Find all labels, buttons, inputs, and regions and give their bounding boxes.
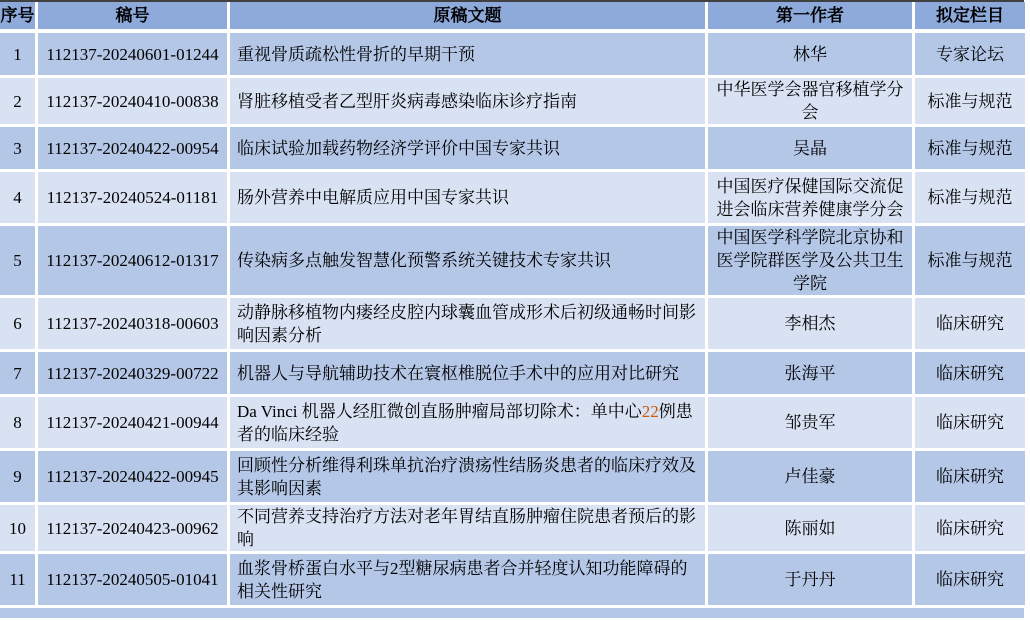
table-row: [0, 226, 1030, 298]
cell-section: 临床研究: [915, 352, 1030, 397]
title-segment: 动静脉移植物内瘘经皮腔内球囊血管成形术后初级通畅时间影响因素分析: [237, 302, 696, 345]
table-row: [0, 127, 1030, 172]
column-header-section: 拟定栏目: [915, 2, 1030, 33]
table-row: [0, 352, 1030, 397]
cell-serial: 4: [0, 172, 38, 226]
cell-first-author: 中国医学科学院北京协和医学院群医学及公共卫生学院: [708, 226, 915, 298]
title-segment: 临床试验加载药物经济学评价中国专家共识: [237, 138, 560, 158]
cell-first-author: 李相杰: [708, 298, 915, 352]
cell-manuscript-id: 112137-20240524-01181: [38, 172, 230, 226]
cell-section: 专家论坛: [915, 33, 1030, 78]
column-header-manuscript_id: 稿号: [38, 2, 230, 33]
cell-first-author: 张海平: [708, 352, 915, 397]
cell-section: 临床研究: [915, 554, 1030, 608]
cell-serial: 1: [0, 33, 38, 78]
cell-first-author: 吴晶: [708, 127, 915, 172]
cell-manuscript-id: 112137-20240601-01244: [38, 33, 230, 78]
title-segment: 肾脏移植受者乙型肝炎病毒感染临床诊疗指南: [237, 91, 577, 111]
title-segment: 重视骨质疏松性骨折的早期干预: [237, 44, 475, 64]
cell-manuscript-id: 112137-20240410-00838: [38, 78, 230, 127]
cell-first-author: 中国医疗保健国际交流促进会临床营养健康学分会: [708, 172, 915, 226]
cell-serial: 8: [0, 397, 38, 451]
title-highlight-segment: 22: [641, 401, 659, 421]
cell-first-author: 于丹丹: [708, 554, 915, 608]
cell-title: [230, 78, 708, 127]
cell-section: 临床研究: [915, 505, 1030, 554]
title-segment: 回顾性分析维得利珠单抗治疗溃疡性结肠炎患者的临床疗效及其影响因素: [237, 455, 696, 498]
table-row: [0, 554, 1030, 608]
cell-section: 标准与规范: [915, 226, 1030, 298]
title-segment: 机器人与导航辅助技术在寰枢椎脱位手术中的应用对比研究: [237, 363, 679, 383]
cell-manuscript-id: 112137-20240422-00945: [38, 451, 230, 505]
cell-serial: 5: [0, 226, 38, 298]
cell-serial: 7: [0, 352, 38, 397]
table-body: [0, 33, 1030, 608]
cell-manuscript-id: 112137-20240329-00722: [38, 352, 230, 397]
title-segment: 不同营养支持治疗方法对老年胃结直肠肿瘤住院患者预后的影响: [237, 507, 696, 549]
table-header-row: [0, 2, 1030, 33]
cell-first-author: 卢佳豪: [708, 451, 915, 505]
cell-first-author: 林华: [708, 33, 915, 78]
cell-title: [230, 352, 708, 397]
cell-manuscript-id: 112137-20240318-00603: [38, 298, 230, 352]
title-segment: 血浆骨桥蛋白水平与2型糖尿病患者合并轻度认知功能障碍的相关性研究: [237, 558, 688, 601]
cell-section: 临床研究: [915, 397, 1030, 451]
table-row: [0, 172, 1030, 226]
title-segment: 传染病多点触发智慧化预警系统关键技术专家共识: [237, 251, 611, 270]
cell-title: [230, 172, 708, 226]
cell-section: 临床研究: [915, 451, 1030, 505]
cell-first-author: 邹贵军: [708, 397, 915, 451]
cell-section: 标准与规范: [915, 127, 1030, 172]
title-segment: Da Vinci 机器人经肛微创直肠肿瘤局部切除术：单中心: [237, 401, 642, 421]
cell-manuscript-id: 112137-20240423-00962: [38, 505, 230, 554]
cell-serial: 11: [0, 554, 38, 608]
table-row: [0, 451, 1030, 505]
cell-title: [230, 298, 708, 352]
cell-first-author: 中华医学会器官移植学分会: [708, 78, 915, 127]
cell-section: 标准与规范: [915, 172, 1030, 226]
cell-manuscript-id: 112137-20240422-00954: [38, 127, 230, 172]
table-row: [0, 78, 1030, 127]
manuscript-table: [0, 2, 1030, 608]
cell-manuscript-id: 112137-20240612-01317: [38, 226, 230, 298]
table-row: [0, 505, 1030, 554]
cell-first-author: 陈丽如: [708, 505, 915, 554]
cell-section: 临床研究: [915, 298, 1030, 352]
next-row-sliver: [0, 608, 1024, 618]
cell-manuscript-id: 112137-20240505-01041: [38, 554, 230, 608]
cell-title: [230, 33, 708, 78]
cell-title: [230, 451, 708, 505]
cell-title: [230, 397, 708, 451]
cell-serial: 10: [0, 505, 38, 554]
column-header-first_author: 第一作者: [708, 2, 915, 33]
column-header-title: 原稿文题: [230, 2, 708, 33]
title-segment: 例患者的临床经验: [237, 401, 693, 444]
cell-serial: 3: [0, 127, 38, 172]
table-row: [0, 397, 1030, 451]
cell-title: [230, 505, 708, 554]
cell-serial: 2: [0, 78, 38, 127]
cell-section: 标准与规范: [915, 78, 1030, 127]
column-header-serial: 序号: [0, 2, 38, 33]
title-segment: 肠外营养中电解质应用中国专家共识: [237, 188, 509, 207]
cell-title: [230, 127, 708, 172]
cell-title: [230, 226, 708, 298]
table-row: [0, 33, 1030, 78]
cell-manuscript-id: 112137-20240421-00944: [38, 397, 230, 451]
table-row: [0, 298, 1030, 352]
cell-title: [230, 554, 708, 608]
cell-serial: 6: [0, 298, 38, 352]
cell-serial: 9: [0, 451, 38, 505]
